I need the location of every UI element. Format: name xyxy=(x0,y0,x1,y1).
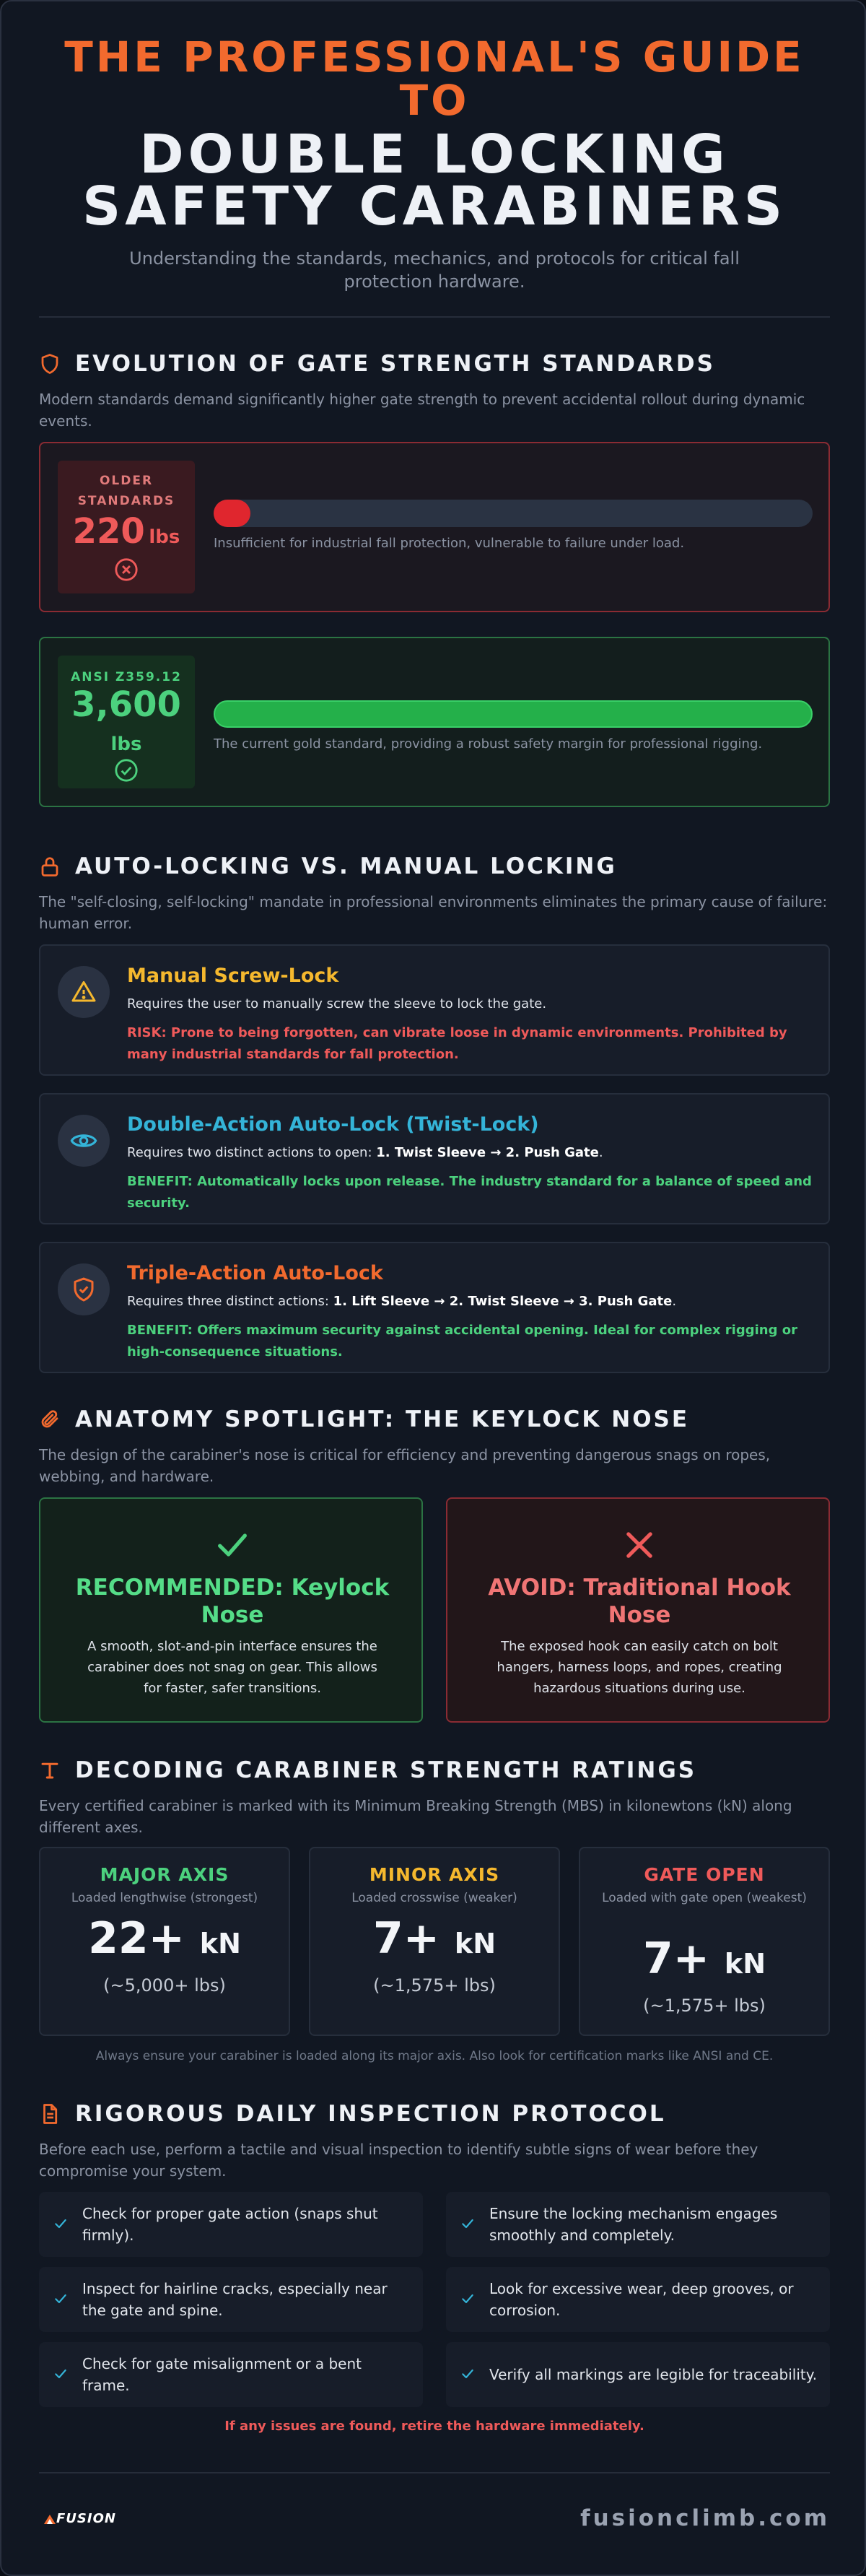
checklist-item xyxy=(39,2342,423,2407)
rating-cards xyxy=(39,1847,830,2036)
page-subtitle: Understanding the standards, mechanics, and protocols for critical fall protection hardware. xyxy=(129,248,740,292)
section-desc-locking: The "self-closing, self-locking" mandate in professional environments eliminates the primary cause of failure: human error. xyxy=(39,893,828,932)
older-standards-value: 220 lbs xyxy=(72,511,180,552)
checklist-item-text: Check for proper gate action (snaps shut firmly). xyxy=(82,2205,378,2244)
checklist-item-text: Verify all markings are legible for traceability. xyxy=(489,2366,818,2383)
gate-open-lbs: (~1,575+ lbs) xyxy=(643,1996,766,2016)
lock-icon xyxy=(39,856,61,877)
gate-open-sub: Loaded with gate open (weakest) xyxy=(602,1891,807,1905)
badge-label-line1: OLDER xyxy=(99,474,154,488)
check-icon xyxy=(214,1526,251,1567)
double-lock-requirement: Requires two distinct actions to open: 1. Twist Sleeve → 2. Push Gate. xyxy=(127,1145,603,1160)
double-lock-title: Double-Action Auto-Lock (Twist-Lock) xyxy=(127,1113,539,1136)
minor-axis-title: MINOR AXIS xyxy=(369,1864,500,1885)
inspection-checklist xyxy=(39,2192,830,2403)
older-standards-bar-fill xyxy=(214,500,250,527)
section-desc-inspection: Before each use, perform a tactile and visual inspection to identify subtle signs of wear before they compromise your system. xyxy=(39,2141,758,2180)
paperclip-icon xyxy=(39,1409,61,1430)
checklist-item xyxy=(39,2192,423,2257)
minor-axis-card xyxy=(309,1847,560,2036)
text-type-icon xyxy=(39,1759,61,1781)
brand-logo-text: FUSION xyxy=(56,2511,116,2526)
retire-warning: If any issues are found, retire the hardware immediately. xyxy=(224,2419,644,2434)
triple-action-lock-card xyxy=(39,1242,830,1373)
hook-nose-card xyxy=(446,1497,830,1723)
check-icon xyxy=(460,2367,475,2381)
document-icon xyxy=(39,2103,61,2125)
check-icon xyxy=(53,2292,68,2306)
ansi-standard-bar-fill xyxy=(214,700,813,728)
major-axis-title: MAJOR AXIS xyxy=(100,1864,229,1885)
section-title-ratings xyxy=(39,1756,696,1785)
section-title-text: ANATOMY SPOTLIGHT: THE KEYLOCK NOSE xyxy=(75,1406,690,1432)
major-axis-lbs: (~5,000+ lbs) xyxy=(103,1975,226,1996)
checklist-item-text: Check for gate misalignment or a bent frame. xyxy=(82,2355,362,2394)
close-icon xyxy=(621,1526,658,1567)
triple-lock-benefit: BENEFIT: Offers maximum security against accidental opening. Ideal for complex rigging or high-consequence situations. xyxy=(127,1323,797,1359)
gate-open-value: 7+ kN xyxy=(643,1933,766,1984)
warning-icon xyxy=(58,966,110,1018)
ansi-badge-label: ANSI Z359.12 xyxy=(71,670,182,684)
manual-lock-requirement: Requires the user to manually screw the sleeve to lock the gate. xyxy=(127,996,547,1011)
ansi-standard-badge xyxy=(58,656,195,788)
section-title-text: DECODING CARABINER STRENGTH RATINGS xyxy=(75,1757,697,1783)
eye-icon xyxy=(58,1115,110,1167)
checklist-item-text: Ensure the locking mechanism engages smoothly and completely. xyxy=(489,2205,778,2244)
section-title-evolution xyxy=(39,349,715,378)
manual-lock-title: Manual Screw-Lock xyxy=(127,965,339,987)
double-action-lock-card xyxy=(39,1093,830,1224)
hook-nose-title: AVOID: Traditional Hook Nose xyxy=(488,1575,791,1628)
title-line-4: SAFETY CARABINERS xyxy=(82,175,787,238)
check-icon xyxy=(53,2367,68,2381)
hook-nose-text: The exposed hook can easily catch on bolt hangers, harness loops, and ropes, creating hazardous situations during use. xyxy=(497,1639,782,1696)
ansi-standard-card xyxy=(39,637,830,807)
section-desc-anatomy: The design of the carabiner's nose is critical for efficiency and preventing dangerous snags on ropes, webbing, and hardware. xyxy=(39,1446,771,1485)
check-circle-icon xyxy=(114,758,139,786)
older-standards-caption: Insufficient for industrial fall protection, vulnerable to failure under load. xyxy=(214,536,685,551)
section-desc-evolution: Modern standards demand significantly higher gate strength to prevent accidental rollout during dynamic events. xyxy=(39,391,805,430)
triple-lock-title: Triple-Action Auto-Lock xyxy=(127,1262,383,1284)
logo-mark-icon xyxy=(43,2513,56,2525)
section-title-text: AUTO-LOCKING VS. MANUAL LOCKING xyxy=(75,853,617,879)
shield-check-icon xyxy=(58,1263,110,1315)
minor-axis-sub: Loaded crosswise (weaker) xyxy=(351,1891,517,1905)
older-standards-badge xyxy=(58,461,195,593)
shield-icon xyxy=(39,353,61,375)
x-circle-icon xyxy=(114,557,139,585)
major-axis-sub: Loaded lengthwise (strongest) xyxy=(71,1891,258,1905)
section-desc-ratings: Every certified carabiner is marked with its Minimum Breaking Strength (MBS) in kilonewtons (kN) along different axes. xyxy=(39,1797,792,1836)
minor-axis-value: 7+ kN xyxy=(373,1913,496,1964)
divider xyxy=(39,2472,830,2473)
section-title-anatomy xyxy=(39,1405,689,1434)
keylock-nose-title: RECOMMENDED: Keylock Nose xyxy=(75,1575,390,1628)
ratings-note: Always ensure your carabiner is loaded along its major axis. Also look for certification marks like ANSI and CE. xyxy=(95,2049,774,2063)
checklist-item xyxy=(446,2267,830,2332)
double-lock-benefit: BENEFIT: Automatically locks upon release. The industry standard for a balance of speed and security. xyxy=(127,1174,812,1211)
major-axis-value: 22+ kN xyxy=(88,1913,241,1964)
website-link[interactable]: fusionclimb.com xyxy=(580,2505,830,2531)
ansi-value: 3,600 xyxy=(71,684,181,725)
older-standards-bar xyxy=(214,500,813,527)
check-icon xyxy=(53,2216,68,2231)
manual-lock-risk: RISK: Prone to being forgotten, can vibrate loose in dynamic environments. Prohibited by many industrial standards for fall protection. xyxy=(127,1025,787,1062)
title-line-1: THE PROFESSIONAL'S GUIDE xyxy=(64,32,805,82)
keylock-nose-text: A smooth, slot-and-pin interface ensures the carabiner does not snag on gear. This allows for faster, safer transitions. xyxy=(87,1639,377,1696)
checklist-item-text: Inspect for hairline cracks, especially near the gate and spine. xyxy=(82,2280,388,2319)
divider xyxy=(39,316,830,318)
section-title-inspection xyxy=(39,2099,666,2128)
minor-axis-lbs: (~1,575+ lbs) xyxy=(373,1975,496,1996)
gate-open-title: GATE OPEN xyxy=(644,1864,765,1885)
nose-comparison xyxy=(39,1497,830,1723)
checklist-item-text: Look for excessive wear, deep grooves, or corrosion. xyxy=(489,2280,794,2319)
manual-screw-lock-card xyxy=(39,944,830,1076)
section-title-text: EVOLUTION OF GATE STRENGTH STANDARDS xyxy=(75,351,715,377)
ansi-standard-bar xyxy=(214,700,813,728)
checklist-item xyxy=(446,2192,830,2257)
gate-open-card xyxy=(579,1847,830,2036)
ansi-standard-caption: The current gold standard, providing a robust safety margin for professional rigging. xyxy=(214,736,763,752)
keylock-nose-card xyxy=(39,1497,423,1723)
triple-lock-requirement: Requires three distinct actions: 1. Lift Sleeve → 2. Twist Sleeve → 3. Push Gate. xyxy=(127,1294,677,1309)
section-title-locking xyxy=(39,852,617,881)
older-standards-card xyxy=(39,442,830,612)
title-line-2: TO xyxy=(399,76,470,125)
major-axis-card xyxy=(39,1847,290,2036)
brand-logo[interactable] xyxy=(43,2511,116,2526)
section-title-text: RIGOROUS DAILY INSPECTION PROTOCOL xyxy=(75,2101,666,2127)
badge-label-line2: STANDARDS xyxy=(77,494,175,508)
check-icon xyxy=(460,2216,475,2231)
checklist-item xyxy=(446,2342,830,2407)
title-line-3: DOUBLE LOCKING xyxy=(139,123,730,186)
ansi-unit: lbs xyxy=(110,734,142,755)
check-icon xyxy=(460,2292,475,2306)
checklist-item xyxy=(39,2267,423,2332)
